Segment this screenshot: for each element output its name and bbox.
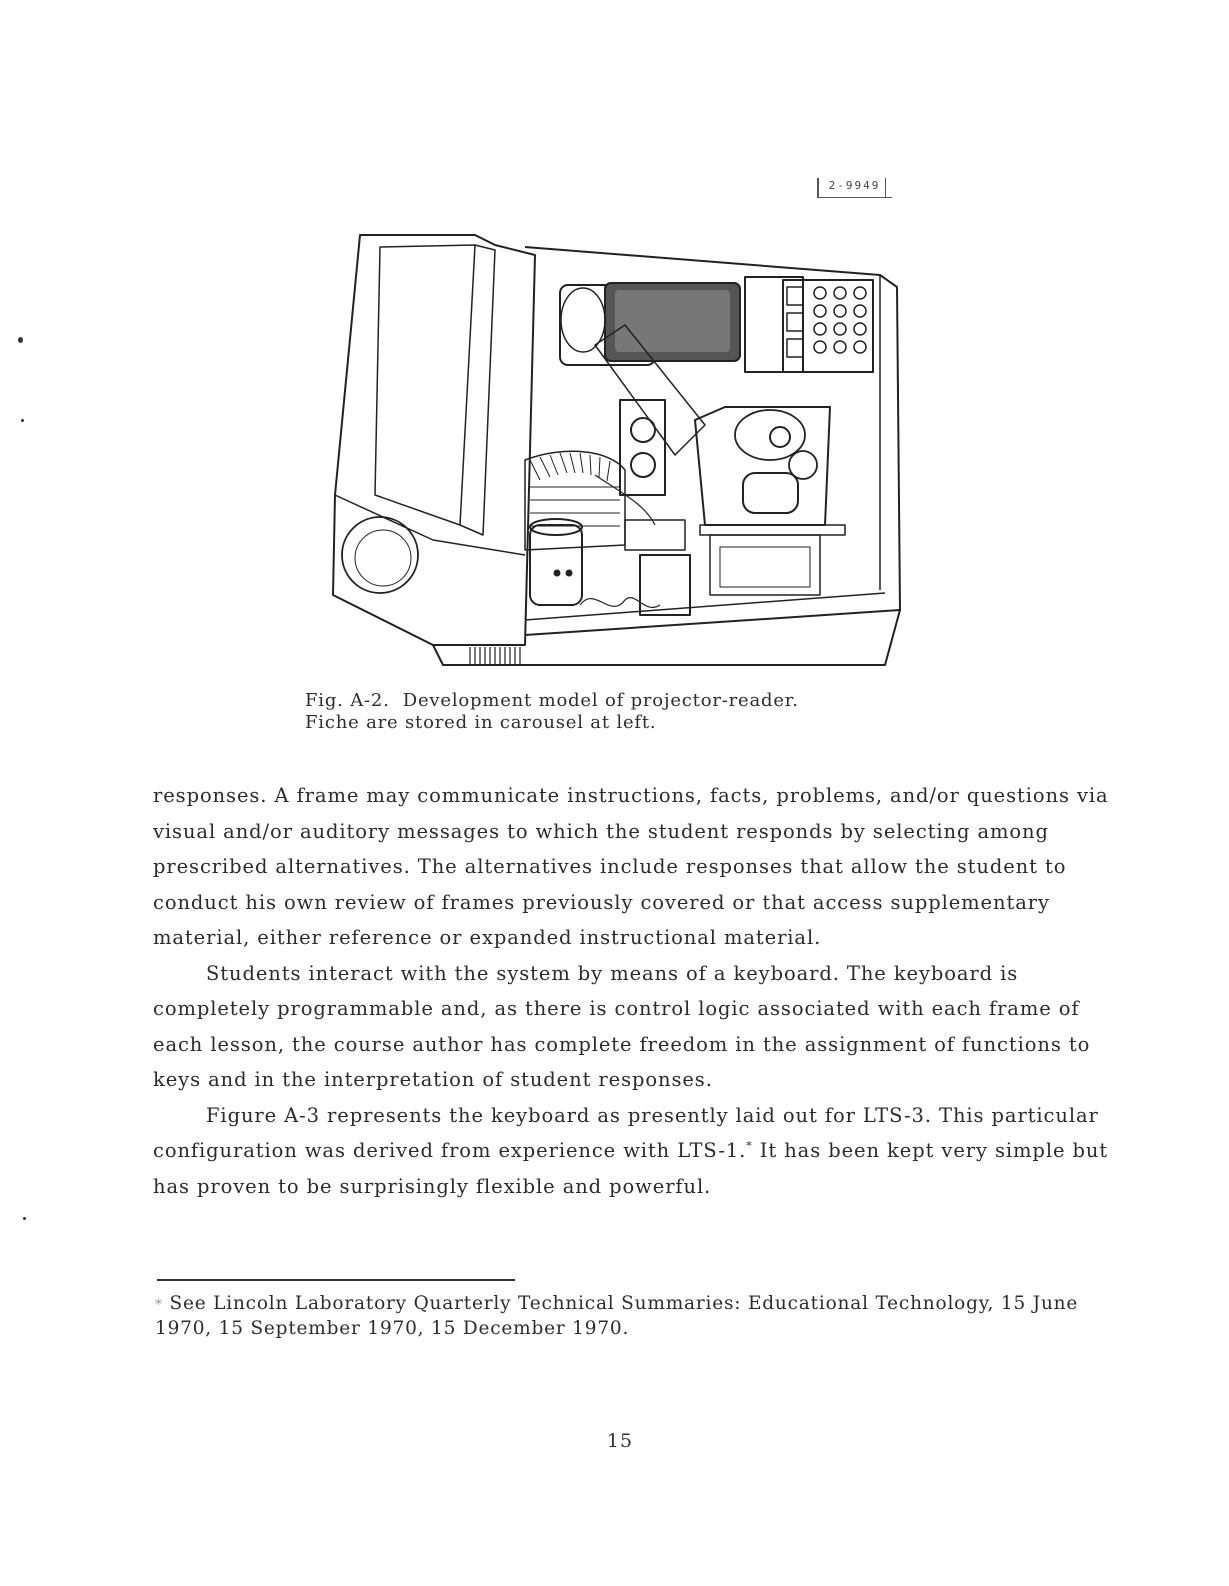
projector-reader-illustration	[325, 225, 910, 675]
footnote-divider	[157, 1279, 515, 1281]
paragraph-3-continued: It has been kept very simple but has proven to be surprisingly flexible and powerful.	[153, 1139, 1109, 1198]
figure-caption	[305, 690, 1005, 734]
scan-speck	[18, 337, 23, 343]
footnote	[155, 1292, 1115, 1340]
paragraph-3-text: Figure A-3 represents the keyboard as presently laid out for LTS-3. This particular configuration was derived from experience with LTS-1.	[153, 1103, 1099, 1162]
paragraph-2: Students interact with the system by means of a keyboard. The keyboard is completely programmable and, as there is control logic associated with each frame of each lesson, the course author has complete freedom in the assignment of functions to keys and in the interpretation of student responses.	[153, 961, 1091, 1091]
footnote-reference: *	[746, 1139, 753, 1153]
caption-line-1: Fig. A-2. Development model of projector-reader.	[305, 690, 799, 711]
figure-number: 2-9949	[817, 178, 892, 198]
footnote-marker: *	[155, 1297, 163, 1313]
footnote-text: See Lincoln Laboratory Quarterly Technical Summaries: Educational Technology, 15 June 1970, 15 September 1970, 15 December 1970.	[155, 1293, 1079, 1339]
caption-line-2: Fiche are stored in carousel at left.	[305, 712, 657, 733]
scan-speck	[23, 1217, 26, 1220]
paragraph-1: responses. A frame may communicate instructions, facts, problems, and/or questions via visual and/or auditory messages to which the student responds by selecting among prescribed alternatives. The alternatives include responses that allow the student to conduct his own review of frames previously covered or that access supplementary material, either reference or expanded instructional material.	[153, 784, 1109, 949]
paragraph-3	[153, 1098, 1118, 1205]
body-text	[153, 778, 1118, 1204]
scan-speck	[21, 419, 24, 422]
page-number: 15	[606, 1430, 634, 1452]
